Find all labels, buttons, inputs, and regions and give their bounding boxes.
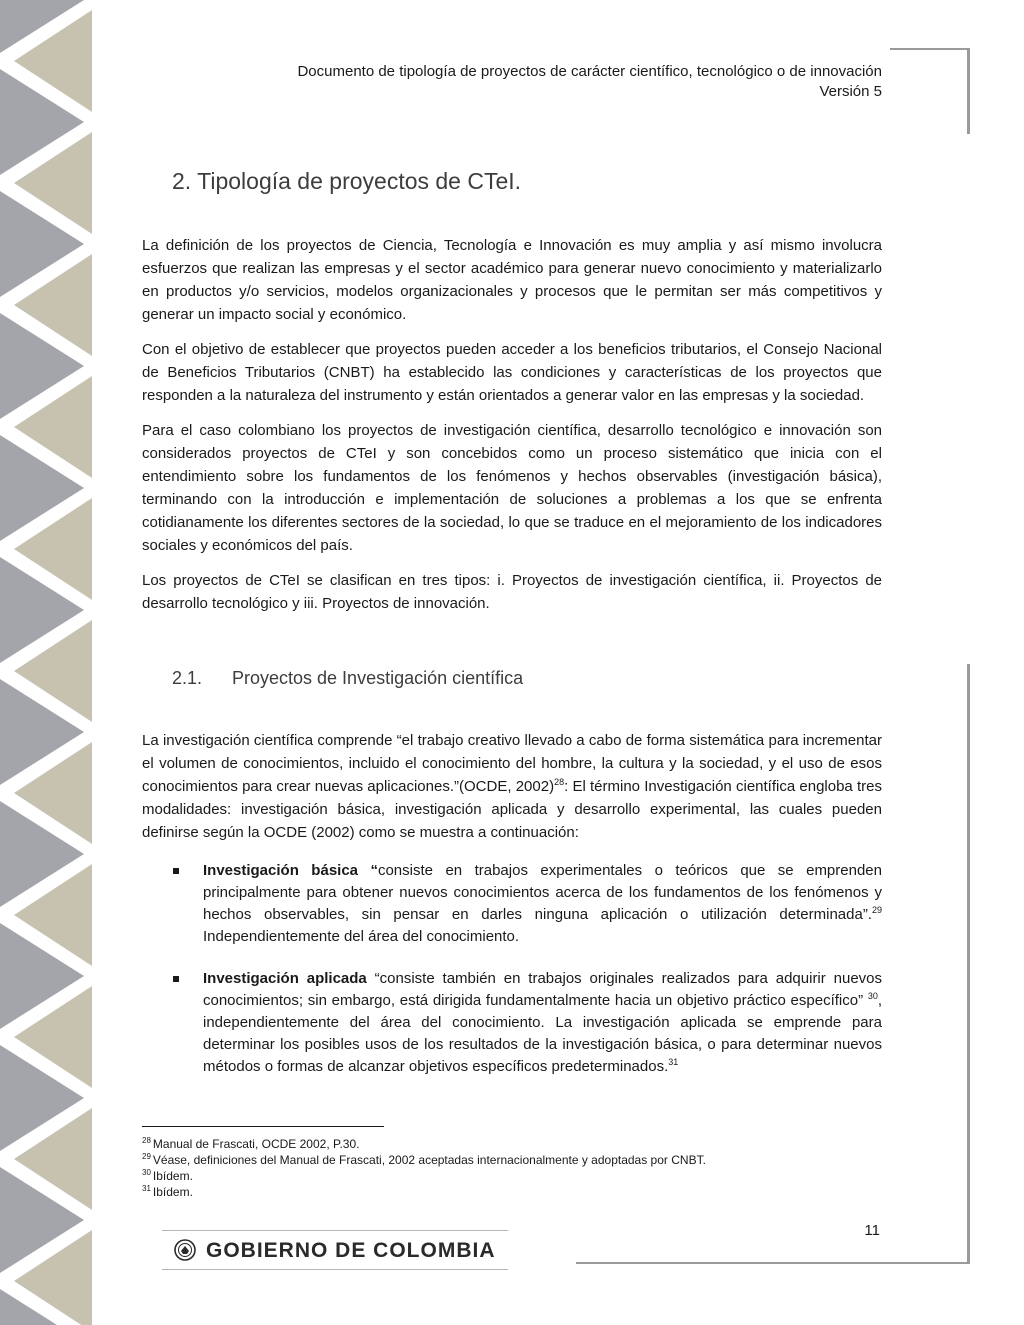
footnote-ref-30[interactable]: 30 [867, 991, 878, 1001]
footnote-number: 29 [142, 1152, 151, 1161]
subsection-body [142, 729, 882, 1098]
paragraph-scientific-research [142, 729, 882, 844]
footnotes [142, 1136, 902, 1200]
basic-research-text-2: Independientemente del área del conocimiento. [203, 928, 520, 945]
section-title: 2. Tipología de proyectos de CTeI. [172, 168, 522, 194]
intro-text-part1: La investigación científica comprende “el trabajo creativo llevado a cabo de forma sistemática para incrementar el volumen de conocimientos, incluido el conocimiento del hombre, la cultura y la sociedad, y el uso de esos conocimientos para crear nuevas aplicaciones.”(OCDE, 2002) [142, 732, 882, 795]
paragraph-cnbt: Con el objetivo de establecer que proyectos pueden acceder a los beneficios tributarios, el Consejo Nacional de Beneficios Tributarios (CNBT) ha establecido las condiciones y características de los proyectos que responden a la naturaleza del instrumento y están orientados a generar valor en las empresas y la sociedad. [142, 341, 882, 404]
page-number: 11 [864, 1222, 880, 1239]
subsection-number: 2.1. [172, 668, 203, 688]
frame-top-right-vertical [967, 48, 970, 134]
paragraph-definition: La definición de los proyectos de Ciencia, Tecnología e Innovación es muy amplia y así mismo involucra esfuerzos que realizan las empresas y el sector académico para generar nuevo conocimiento y materializarlo en productos y/o servicios, modelos organizacionales y procesos que le permitan ser más competitivos y generar un impacto social y económico. [142, 237, 882, 323]
section-body [142, 234, 882, 627]
list-item-basic-research [142, 860, 882, 948]
document-header [182, 62, 882, 102]
government-logo [162, 1230, 508, 1270]
footnote-separator [142, 1126, 384, 1127]
intro-text-part2: : El término Investigación científica engloba tres modalidades: investigación básica, investigación aplicada y desarrollo experimental, las cuales pueden definirse según la OCDE (2002) como se muestra a continuación: [142, 778, 882, 841]
footnote-30 [142, 1168, 902, 1184]
header-version: Versión 5 [819, 83, 882, 100]
footnote-text: Ibídem. [152, 1185, 193, 1199]
footnote-text: Manual de Frascati, OCDE 2002, P.30. [152, 1137, 360, 1151]
footnote-29 [142, 1152, 902, 1168]
paragraph-project-types: Los proyectos de CTeI se clasifican en tres tipos: i. Proyectos de investigación científica, ii. Proyectos de desarrollo tecnológico y iii. Proyectos de innovación. [142, 572, 882, 612]
footnote-ref-31[interactable]: 31 [668, 1057, 679, 1067]
term-basic-research: Investigación básica “ [203, 862, 378, 879]
footnote-28 [142, 1136, 902, 1152]
term-applied-research: Investigación aplicada [203, 970, 367, 987]
paragraph-colombian-case: Para el caso colombiano los proyectos de investigación científica, desarrollo tecnológico e innovación son considerados proyectos de CTeI y son concebidos como un proceso sistemático que inicia con el entendimiento sobre los fundamentos de los fenómenos y hechos observables (investigación básica), terminando con la introducción e implementación de soluciones a problemas a los que se enfrenta cotidianamente los diferentes sectores de la sociedad, lo que se traduce en el mejoramiento de los indicadores sociales y económicos del país. [142, 422, 882, 554]
subsection-heading: Proyectos de Investigación científica [232, 668, 524, 688]
bullet-square-icon [173, 868, 179, 874]
footnote-number: 31 [142, 1184, 151, 1193]
footnote-ref-28[interactable]: 28 [554, 777, 565, 787]
footnote-ref-29[interactable]: 29 [871, 905, 882, 915]
basic-research-text: consiste en trabajos experimentales o teóricos que se emprenden principalmente para obtener nuevos conocimientos acerca de los fundamentos de los fenómenos y hechos observables, sin pensar en darles ninguna aplicación o utilización determinada”. [203, 862, 882, 923]
subsection-title [172, 668, 523, 689]
frame-top-right-horizontal [890, 48, 970, 50]
logo-text: GOBIERNO DE COLOMBIA [206, 1239, 496, 1262]
applied-research-text-2: , independientemente del área del conocimiento. La investigación aplicada se emprende para determinar los posibles usos de los resultados de la investigación básica, o para determinar nuevos métodos o formas de alcanzar objetivos específicos predeterminados. [203, 992, 882, 1075]
footnote-text: Véase, definiciones del Manual de Frascati, 2002 aceptadas internacionalmente y adoptadas por CNBT. [152, 1153, 706, 1167]
footnote-number: 28 [142, 1136, 151, 1145]
footnote-number: 30 [142, 1168, 151, 1177]
footnote-31 [142, 1184, 902, 1200]
list-item-applied-research [142, 968, 882, 1078]
bullet-square-icon [173, 976, 179, 982]
colombia-seal-icon [174, 1239, 196, 1261]
research-types-list [142, 860, 882, 1078]
side-chevron-pattern [0, 0, 92, 1325]
applied-research-text: “consiste también en trabajos originales realizados para adquirir nuevos conocimientos; sin embargo, está dirigida fundamentalmente hacia un objetivo práctico específico” [203, 970, 882, 1009]
header-title: Documento de tipología de proyectos de carácter científico, tecnológico o de innovación [297, 63, 882, 80]
frame-right-vertical [967, 664, 970, 1264]
footnote-text: Ibídem. [152, 1169, 193, 1183]
frame-bottom-horizontal [576, 1262, 970, 1264]
